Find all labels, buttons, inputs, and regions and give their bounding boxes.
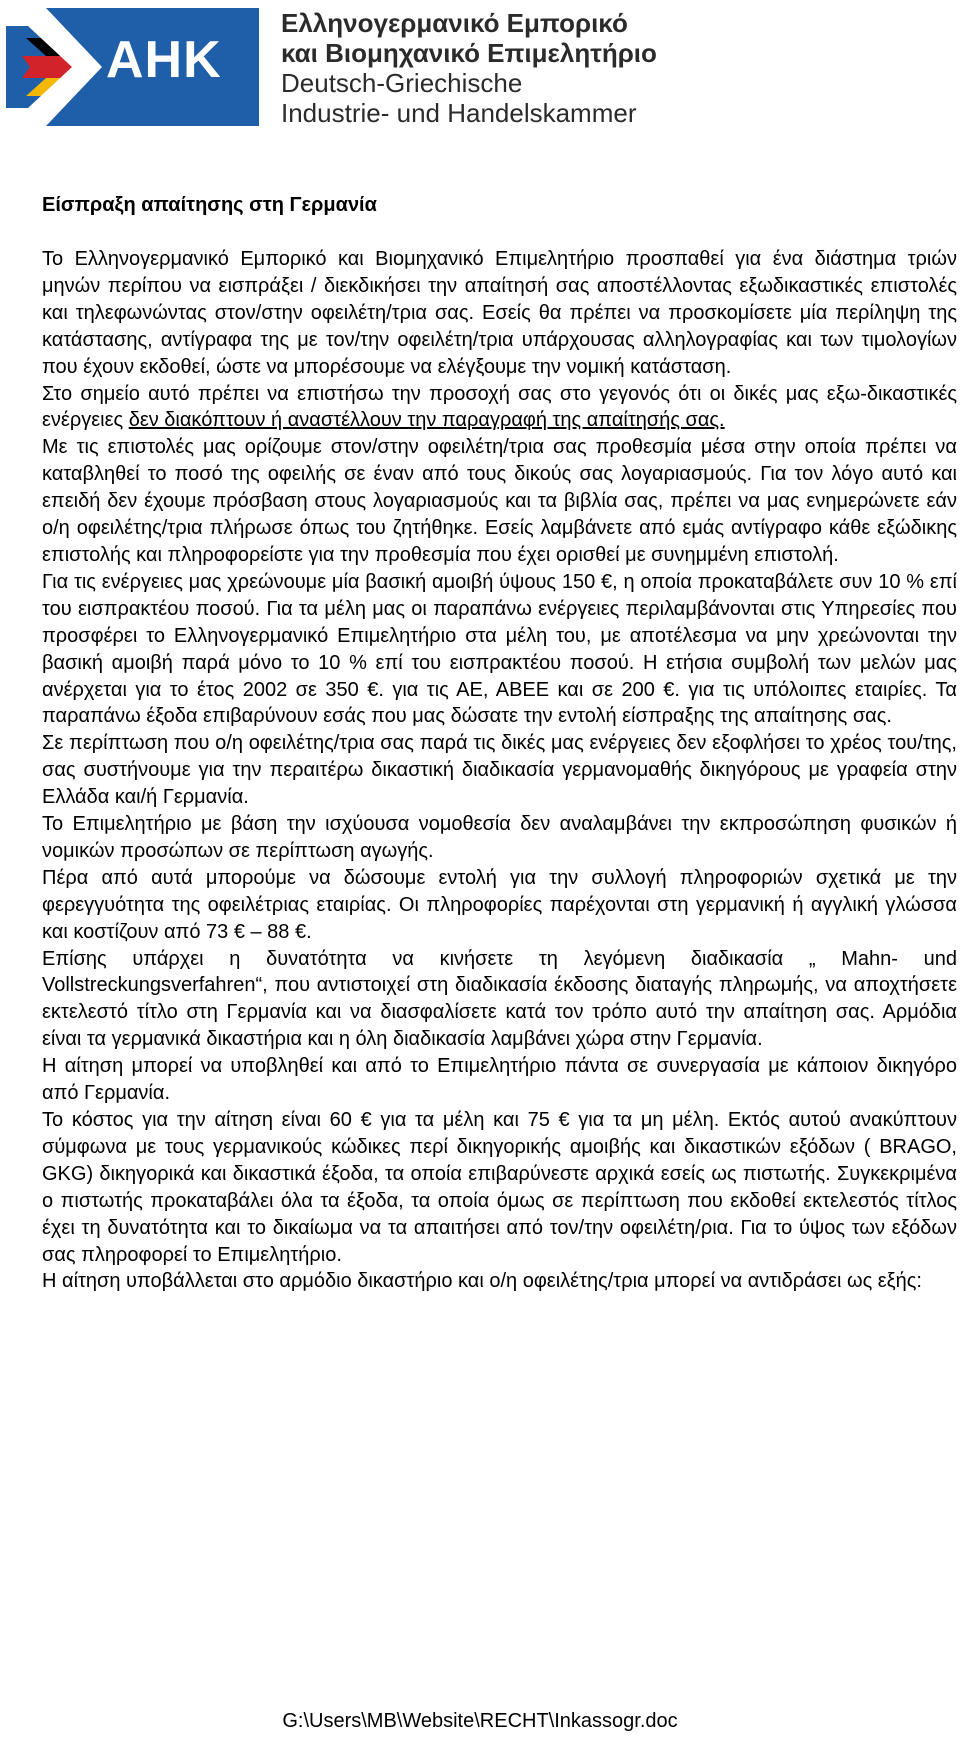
paragraph-application-costs: Το κόστος για την αίτηση είναι 60 € για τα μέλη και 75 € για τα μη μέλη. Εκτός αυτού ανακύπτουν σύμφωνα με τους γερμανικούς κώδικες περί δικηγορικής αμοιβής και δικαστικών εξόδων ( BRAGO, GKG) δικηγορικά και δικαστικά έξοδα, τα οποία επιβαρύνεστε αρχικά εσείς ως πιστωτής. Συγκεκριμένα ο πιστωτής προκαταβάλει όλα τα έξοδα, τα οποία όμως σε περίπτωση που εκδοθεί εκτελεστός τίτλος έχει τη δυνατότητα και το δικαίωμα να τα απαιτήσει από τον/την οφειλέτη/ρια. Για το ύψος των εξόδων σας πληροφορεί το Επιμελητήριο. (42, 1109, 957, 1266)
chamber-name-german-line-1: Deutsch-Griechische (281, 68, 523, 98)
paragraph-application: Η αίτηση μπορεί να υποβληθεί και από το Επιμελητήριο πάντα σε συνεργασία με κάποιον δικηγόρο από Γερμανία. (42, 1055, 957, 1105)
paragraph-limitation-notice (42, 381, 957, 435)
logo-wordmark: AHK (106, 31, 222, 89)
chamber-name-greek-line-1: Ελληνογερμανικό Εμπορικό (281, 8, 628, 38)
document-text (42, 246, 957, 1295)
paragraph-lawyers: Σε περίπτωση που ο/η οφειλέτης/τρια σας παρά τις δικές μας ενέργειες δεν εξοφλήσει το χρέος του/της, σας συστήνουμε για την περαιτέρω δικαστική διαδικασία γερμανομαθής δικηγόρους με γραφεία στην Ελλάδα και/ή Γερμανία. (42, 732, 957, 809)
limitation-notice-text: Στο σημείο αυτό πρέπει να επιστήσω την προσοχή σας στο γεγονός ότι οι δικές μας εξω-δικαστικές ενέργειες (42, 382, 957, 432)
chamber-name (281, 10, 681, 130)
chamber-name-german-line-2: Industrie- und Handelskammer (281, 98, 637, 128)
paragraph-court-submission: Η αίτηση υποβάλλεται στο αρμόδιο δικαστήριο και ο/η οφειλέτης/τρια μπορεί να αντιδράσει ως εξής: (42, 1270, 922, 1293)
paragraph-fees: Για τις ενέργειες μας χρεώνουμε μία βασική αμοιβή ύψους 150 €, η οποία προκαταβάλετε συν 10 % επί του εισπρακτέου ποσού. Για τα μέλη μας οι παραπάνω ενέργειες περιλαμβάνονται στις Υπηρεσίες που προσφέρει το Ελληνογερμανικό Επιμελητήριο στα μέλη του, με αποτέλεσμα να μην χρεώνονται την βασική αμοιβή παρά μόνο το 10 % επί του εισπρακτέου ποσού. Η ετήσια συμβολή των μελών μας ανέρχεται για το έτος 2002 σε 350 €. για τις ΑΕ, ΑΒΕΕ και σε 200 €. για τις υπόλοιπες εταιρίες. Τα παραπάνω έξοδα επιβαρύνουν εσάς που μας δώσατε την εντολή είσπραξης της απαίτησης σας. (42, 570, 957, 728)
ahk-logo (6, 8, 259, 126)
document-title: Είσπραξη απαίτησης στη Γερμανία (42, 194, 377, 216)
paragraph-debt-collection-process: Το Ελληνογερμανικό Εμπορικό και Βιομηχανικό Επιμελητήριο προσπαθεί για ένα διάστημα τριών μηνών περίπου να εισπράξει / διεκδικήσει την απαίτησή σας αποστέλλοντας εξωδικαστικές επιστολές και τηλεφωνώντας στον/στην οφειλέτη/τρια σας. Εσείς θα πρέπει να προσκομίσετε μία περίληψη της κατάστασης, αντίγραφα της με τον/την οφειλέτη/τρια υπάρχουσας αλληλογραφίας και των τιμολογίων που έχουν εκδοθεί, ώστε να μπορέσουμε να ελέγξουμε την νομική κατάσταση. (42, 248, 957, 378)
limitation-notice-underlined: δεν διακόπτουν ή αναστέλλουν την παραγραφή της απαίτησής σας. (128, 409, 725, 432)
letterhead (6, 8, 676, 126)
document-body (42, 193, 957, 1295)
chamber-name-greek-line-2: και Βιομηχανικό Επιμελητήριο (281, 38, 657, 68)
paragraph-payment-deadline: Με τις επιστολές μας ορίζουμε στον/στην οφειλέτη/τρια σας προθεσμία μέσα στην οποία πρέπει να καταβληθεί το ποσό της οφειλής σε έναν από τους δικούς σας λογαριασμούς. Για τον λόγο αυτό και επειδή δεν έχουμε πρόσβαση στους λογαριασμούς και τα βιβλία σας, πρέπει να μας ενημερώνετε εάν ο/η οφειλέτης/τρια πλήρωσε όπως του ζητήθηκε. Εσείς λαμβάνετε από εμάς αντίγραφο κάθε εξώδικης επιστολής και πληροφορείστε για την προθεσμία που έχει ορισθεί με συνημμένη επιστολή. (42, 436, 957, 566)
paragraph-credit-information: Πέρα από αυτά μπορούμε να δώσουμε εντολή για την συλλογή πληροφοριών σχετικά με την φερεγγυότητα της οφειλέτριας εταιρίας. Οι πληροφορίες παρέχονται στη γερμανική ή αγγλική γλώσσα και κοστίζουν από 73 € – 88 €. (42, 866, 957, 943)
paragraph-payment-order-procedure: Επίσης υπάρχει η δυνατότητα να κινήσετε τη λεγόμενη διαδικασία „ Mahn- und Vollstreckungsverfahren“, που αντιστοιχεί στη διαδικασία έκδοσης διαταγής πληρωμής, να αποχτήσετε εκτελεστό τίτλο στη Γερμανία και να διασφαλίσετε κατά τον τρόπο αυτό την απαίτηση σας. Αρμόδια είναι τα γερμανικά δικαστήρια και η όλη διαδικασία λαμβάνει χώρα στην Γερμανία. (42, 947, 957, 1051)
paragraph-representation: Το Επιμελητήριο με βάση την ισχύουσα νομοθεσία δεν αναλαμβάνει την εκπροσώπηση φυσικών ή νομικών προσώπων σε περίπτωση αγωγής. (42, 813, 957, 862)
footer-file-path: G:\Users\MB\Website\RECHT\Inkassogr.doc (282, 1710, 678, 1732)
